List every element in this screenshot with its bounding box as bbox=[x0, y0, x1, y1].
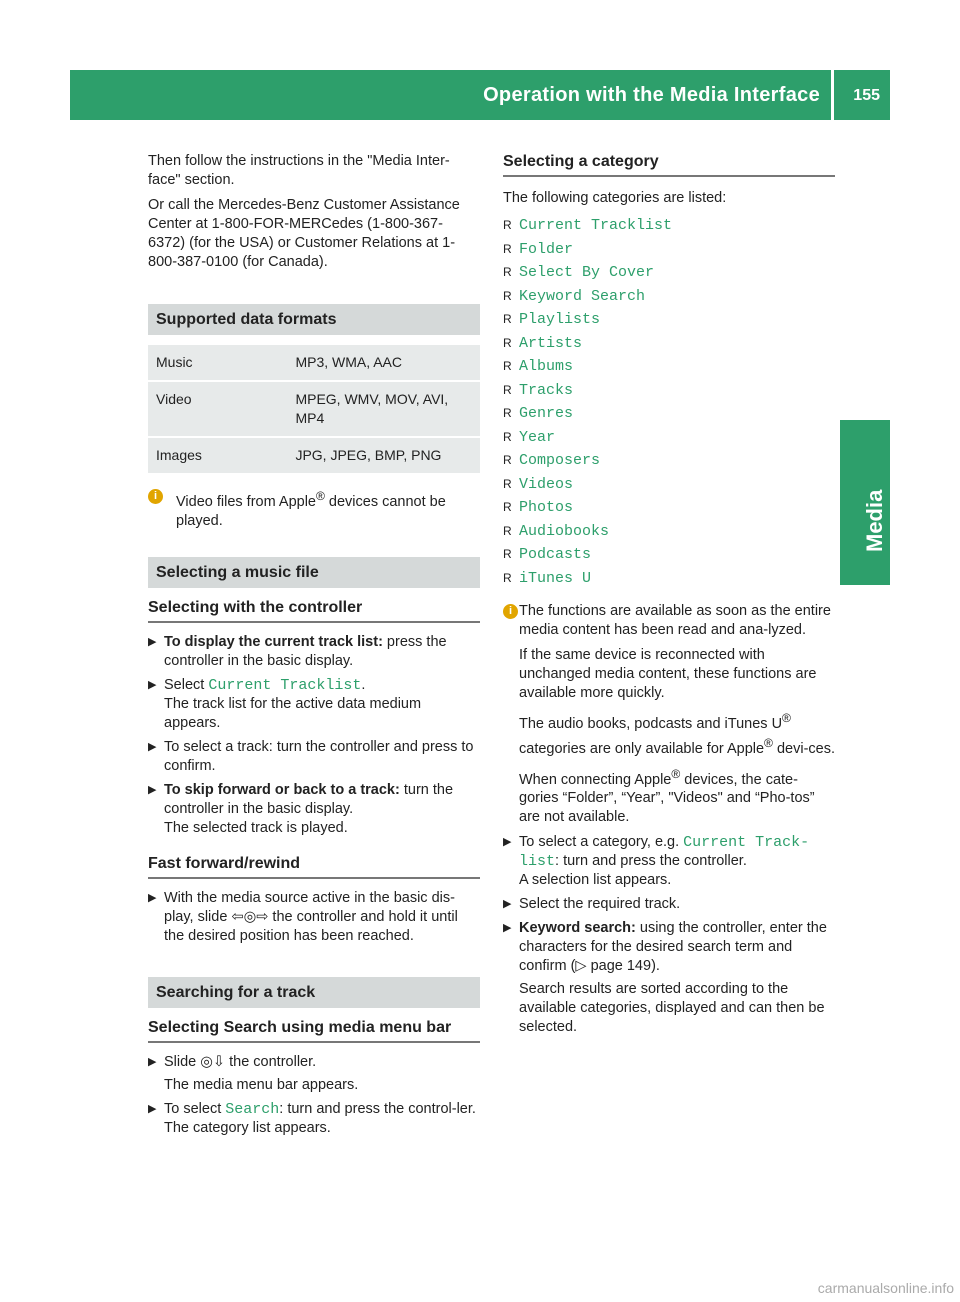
music-file-heading: Selecting a music file bbox=[148, 557, 480, 588]
controller-subheading: Selecting with the controller bbox=[148, 598, 480, 623]
list-item: R Photos bbox=[503, 499, 574, 516]
arrow-icon: ▶ bbox=[503, 922, 512, 935]
step: ▶ To display the current track list: press the controller in the basic display. bbox=[148, 633, 447, 669]
format-value: MPEG, WMV, MOV, AVI, MP4 bbox=[287, 382, 480, 436]
list-item: R Select By Cover bbox=[503, 264, 655, 281]
format-type: Images bbox=[148, 438, 287, 473]
list-item: R Keyword Search bbox=[503, 287, 646, 305]
step: ▶ Select the required track. bbox=[503, 896, 681, 913]
info-note: i The functions are available as soon as the entire media content has been read and ana-lyzed. If the same device is reconnected with unchanged media content, these functions are available more quickly. The audio books, podcasts and iTunes U® categories are only available for Apple® devi-ces. When connecting Apple® devices, the cate-gories “Folder”, “Year”, "Videos" and “Pho-tos” are not available. bbox=[503, 602, 835, 827]
format-value: MP3, WMA, AAC bbox=[287, 345, 480, 380]
list-item: R Year bbox=[503, 428, 556, 446]
arrow-icon: ▶ bbox=[148, 1055, 157, 1068]
step: ▶ With the media source active in the basic dis-play, slide ⇦◎⇨ the controller and hold it until the desired position has been reached. bbox=[148, 889, 458, 944]
step: ▶ Keyword search: using the controller, enter the characters for the desired search term and confirm (▷ page 149). Search results are sorted according to the available categories, displayed and can then be selected. bbox=[503, 920, 827, 1036]
category-heading: Selecting a category bbox=[503, 152, 835, 177]
list-item: R Genres bbox=[503, 405, 574, 422]
list-item: R Folder bbox=[503, 240, 574, 258]
info-note: i Video files from Apple® devices cannot be played. bbox=[148, 487, 480, 531]
section-tab-label: Media bbox=[862, 489, 887, 552]
arrow-icon: ▶ bbox=[148, 783, 157, 796]
list-item: R Videos bbox=[503, 475, 574, 493]
list-item: R Podcasts bbox=[503, 546, 592, 563]
fast-forward-subheading: Fast forward/rewind bbox=[148, 854, 480, 879]
info-icon: i bbox=[503, 604, 518, 619]
step: ▶ Select Current Tracklist. The track list for the active data medium appears. bbox=[148, 676, 422, 731]
list-item: R Playlists bbox=[503, 311, 601, 328]
contact-paragraph: Or call the Mercedes-Benz Customer Assistance Center at 1-800-FOR-MERCedes (1-800-367-6372) (for the USA) or Customer Relations at 1-800-387-0100 (for Canada). bbox=[148, 197, 460, 270]
list-item: R iTunes U bbox=[503, 569, 592, 587]
arrow-icon: ▶ bbox=[503, 836, 512, 849]
step: ▶ To select a track: turn the controller and press to confirm. bbox=[148, 738, 474, 774]
right-column bbox=[503, 152, 835, 1042]
list-item: R Audiobooks bbox=[503, 522, 610, 540]
format-value: JPG, JPEG, BMP, PNG bbox=[287, 438, 480, 473]
intro-paragraph: Then follow the instructions in the "Media Inter-face" section. bbox=[148, 153, 450, 188]
header-divider bbox=[831, 70, 834, 120]
arrow-icon: ▶ bbox=[148, 635, 157, 648]
search-track-heading: Searching for a track bbox=[148, 977, 480, 1008]
watermark: carmanualsonline.info bbox=[817, 1280, 954, 1296]
category-list bbox=[503, 214, 835, 590]
controller-slide-down-icon: ◎⇩ bbox=[200, 1053, 226, 1070]
category-intro: The following categories are listed: bbox=[503, 190, 727, 206]
step: ▶ Slide ◎⇩ the controller. The media menu bar appears. bbox=[148, 1053, 359, 1093]
list-item: R Composers bbox=[503, 452, 601, 469]
list-item: R Current Tracklist bbox=[503, 217, 673, 234]
page-number: 155 bbox=[853, 87, 880, 104]
table-row bbox=[148, 438, 480, 473]
section-tab-media bbox=[840, 420, 890, 585]
list-item: R Artists bbox=[503, 334, 583, 352]
page-reference: ▷ page 149 bbox=[575, 958, 652, 975]
list-item: R Albums bbox=[503, 358, 574, 375]
page-header bbox=[70, 70, 890, 120]
list-item: R Tracks bbox=[503, 381, 574, 399]
table-row bbox=[148, 382, 480, 436]
info-icon: i bbox=[148, 489, 163, 504]
format-type: Music bbox=[148, 345, 287, 380]
table-row bbox=[148, 345, 480, 380]
arrow-icon: ▶ bbox=[148, 1102, 157, 1115]
step: ▶ To select Search: turn and press the control-ler. The category list appears. bbox=[148, 1100, 476, 1136]
arrow-icon: ▶ bbox=[148, 678, 157, 691]
formats-table bbox=[148, 343, 480, 475]
page-title: Operation with the Media Interface bbox=[483, 84, 820, 106]
left-column bbox=[148, 152, 480, 1143]
formats-heading: Supported data formats bbox=[148, 304, 480, 335]
arrow-icon: ▶ bbox=[503, 898, 512, 911]
arrow-icon: ▶ bbox=[148, 740, 157, 753]
format-type: Video bbox=[148, 382, 287, 436]
arrow-icon: ▶ bbox=[148, 891, 157, 904]
search-menu-subheading: Selecting Search using media menu bar bbox=[148, 1018, 480, 1043]
step: ▶ To skip forward or back to a track: turn the controller in the basic display. The selected track is played. bbox=[148, 781, 454, 836]
step: ▶ To select a category, e.g. Current Track-list: turn and press the controller. A selection list appears. bbox=[503, 834, 810, 889]
controller-slide-icon: ⇦◎⇨ bbox=[231, 908, 269, 925]
